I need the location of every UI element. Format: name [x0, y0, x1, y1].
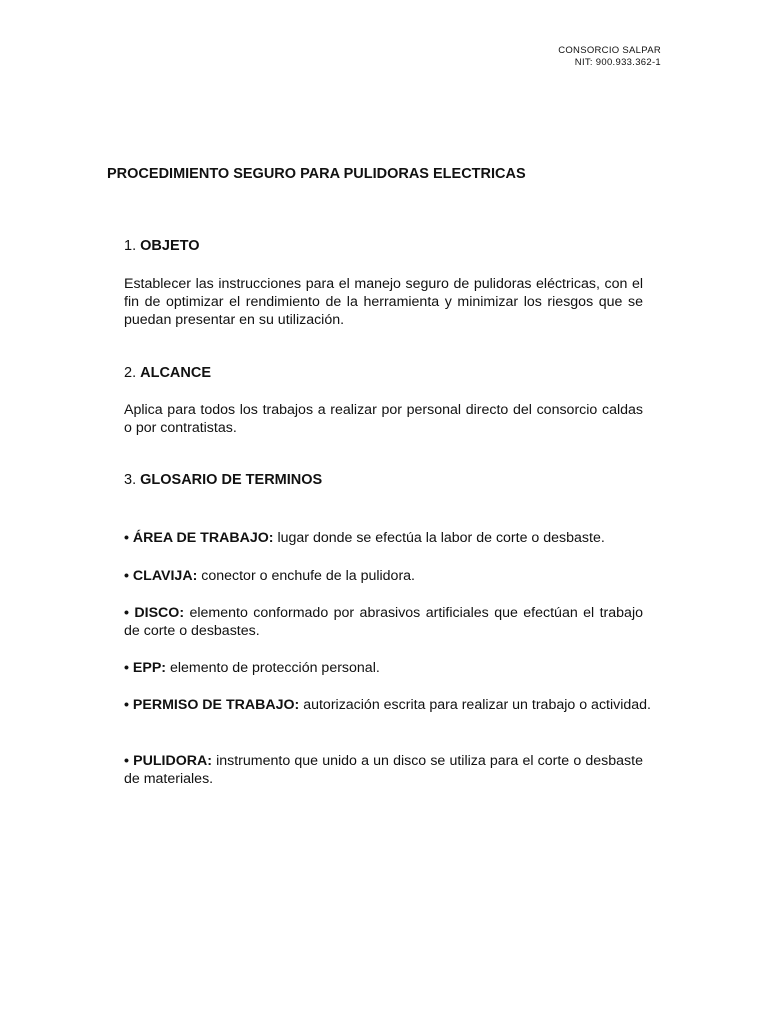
section-heading-alcance [124, 365, 211, 381]
glossary-definition: instrumento que unido a un disco se utiliza para el corte o desbaste de materiales. [124, 753, 643, 787]
section-label: GLOSARIO DE TERMINOS [140, 472, 323, 488]
bullet-icon: • [124, 697, 129, 713]
bullet-icon: • [124, 660, 129, 676]
glossary-item [124, 604, 643, 640]
bullet-icon: • [124, 753, 129, 769]
company-header [558, 45, 661, 69]
company-name: CONSORCIO SALPAR [558, 45, 661, 56]
section-body-alcance: Aplica para todos los trabajos a realizar por personal directo del consorcio caldas o por contratistas. [124, 402, 643, 436]
company-nit: NIT: 900.933.362-1 [574, 57, 661, 68]
glossary-definition: lugar donde se efectúa la labor de corte o desbaste. [277, 530, 605, 546]
document-title: PROCEDIMIENTO SEGURO PARA PULIDORAS ELECTRICAS [107, 166, 526, 182]
section-number: 2. [124, 365, 137, 381]
glossary-definition: elemento conformado por abrasivos artificiales que efectúan el trabajo de corte o desbastes. [124, 605, 643, 639]
bullet-icon: • [124, 568, 129, 584]
glossary-term: PERMISO DE TRABAJO: [132, 697, 300, 713]
glossary-term: DISCO: [134, 605, 185, 621]
glossary-term: EPP: [132, 660, 167, 676]
glossary-definition: elemento de protección personal. [170, 660, 380, 676]
section-label: OBJETO [140, 238, 200, 254]
section-number: 3. [124, 472, 137, 488]
bullet-icon: • [124, 605, 129, 621]
glossary-term: CLAVIJA: [132, 568, 198, 584]
section-body-objeto: Establecer las instrucciones para el manejo seguro de pulidoras eléctricas, con el fin de optimizar el rendimiento de la herramienta y minimizar los riesgos que se puedan presentar en su utilización. [124, 276, 643, 328]
section-number: 1. [124, 238, 137, 254]
glossary-definition: conector o enchufe de la pulidora. [201, 568, 415, 584]
section-label: ALCANCE [140, 365, 212, 381]
bullet-icon: • [124, 530, 129, 546]
glossary-definition: autorización escrita para realizar un trabajo o actividad. [303, 697, 651, 713]
section-heading-objeto [124, 238, 199, 254]
glossary-item [124, 696, 661, 714]
glossary-item [124, 567, 644, 585]
glossary-term: PULIDORA: [133, 753, 212, 769]
glossary-item [124, 752, 643, 788]
glossary-item [124, 659, 644, 677]
glossary-item [124, 529, 644, 547]
glossary-term: ÁREA DE TRABAJO: [132, 530, 274, 546]
section-heading-glosario [124, 472, 322, 488]
